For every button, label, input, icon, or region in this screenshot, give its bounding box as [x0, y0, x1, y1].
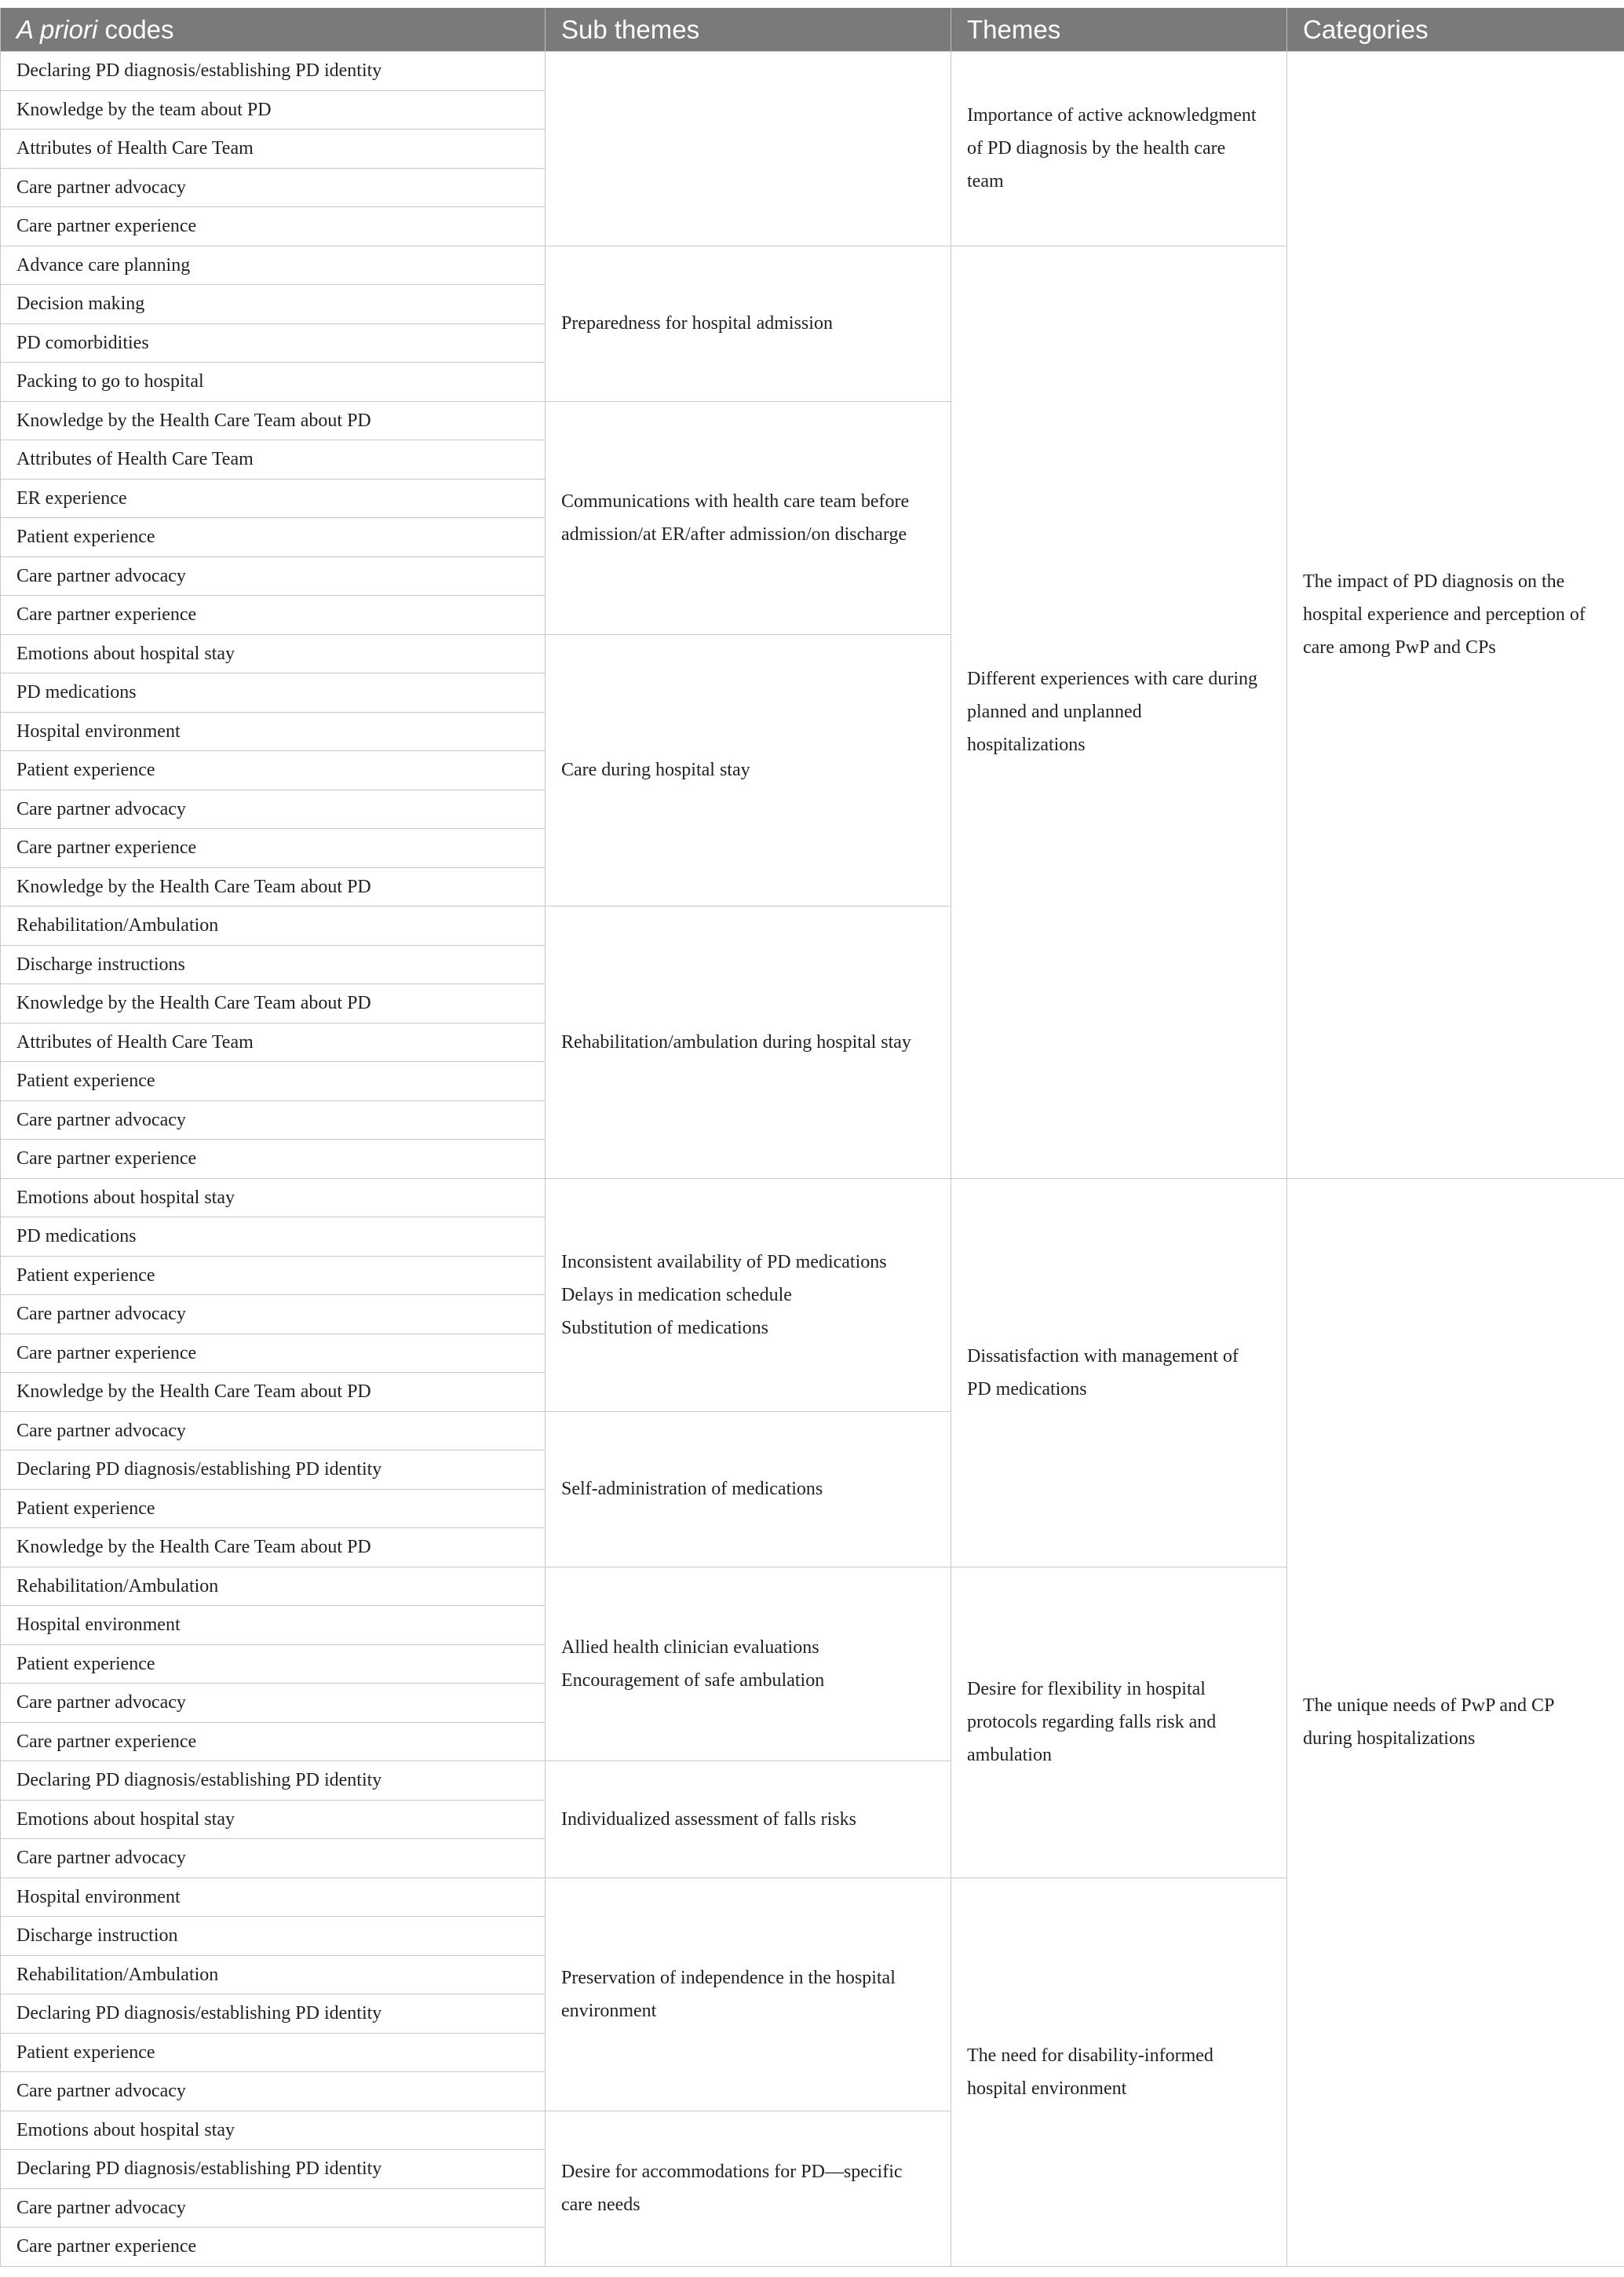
a-priori-code-cell: Knowledge by the team about PD	[1, 90, 546, 130]
a-priori-code-cell: Emotions about hospital stay	[1, 2111, 546, 2150]
sub-theme-cell-line: Desire for accommodations for PD—specific	[561, 2162, 903, 2182]
sub-theme-cell-line: Inconsistent availability of PD medications	[561, 1251, 887, 1272]
a-priori-code-cell: Knowledge by the Health Care Team about PD	[1, 984, 546, 1024]
theme-cell-line: of PD diagnosis by the health care	[967, 138, 1226, 159]
header-sub-themes: Sub themes	[546, 8, 951, 52]
a-priori-code-cell: Care partner experience	[1, 207, 546, 246]
a-priori-code-cell: Knowledge by the Health Care Team about PD	[1, 867, 546, 907]
category-cell-line: The unique needs of PwP and CP	[1303, 1695, 1555, 1716]
a-priori-code-cell: Attributes of Health Care Team	[1, 130, 546, 169]
a-priori-code-cell: Discharge instructions	[1, 945, 546, 984]
a-priori-code-cell: Declaring PD diagnosis/establishing PD identity	[1, 2150, 546, 2189]
sub-theme-cell	[546, 2111, 951, 2266]
a-priori-code-cell: Knowledge by the Health Care Team about PD	[1, 401, 546, 440]
a-priori-code-cell: Discharge instruction	[1, 1917, 546, 1956]
a-priori-code-cell: Care partner experience	[1, 1140, 546, 1179]
a-priori-code-cell: Hospital environment	[1, 712, 546, 751]
a-priori-code-cell: Care partner advocacy	[1, 1839, 546, 1878]
a-priori-code-cell: Patient experience	[1, 1256, 546, 1295]
category-cell-line: care among PwP and CPs	[1303, 637, 1496, 659]
sub-theme-cell-line: Encouragement of safe ambulation	[561, 1669, 825, 1691]
theme-cell	[951, 246, 1287, 1178]
a-priori-code-cell: Patient experience	[1, 1489, 546, 1528]
theme-cell	[951, 1567, 1287, 1877]
sub-theme-cell-line: admission/at ER/after admission/on discharge	[561, 524, 907, 545]
theme-cell	[951, 52, 1287, 246]
a-priori-code-cell: Care partner advocacy	[1, 1411, 546, 1450]
a-priori-code-cell: Declaring PD diagnosis/establishing PD identity	[1, 52, 546, 91]
a-priori-code-cell: Care partner advocacy	[1, 790, 546, 829]
theme-cell-line: Importance of active acknowledgment	[967, 105, 1257, 126]
theme-cell	[951, 1877, 1287, 2266]
table-row	[1, 1178, 1624, 1217]
a-priori-code-cell: Care partner experience	[1, 596, 546, 635]
a-priori-code-cell: Rehabilitation/Ambulation	[1, 907, 546, 946]
a-priori-code-cell: Patient experience	[1, 751, 546, 790]
a-priori-code-cell: Care partner advocacy	[1, 1295, 546, 1334]
theme-cell-line: Different experiences with care during	[967, 669, 1258, 689]
theme-cell-line: Desire for flexibility in hospital	[967, 1679, 1206, 1699]
a-priori-code-cell: Care partner advocacy	[1, 2188, 546, 2228]
theme-cell	[951, 1178, 1287, 1567]
a-priori-code-cell: Knowledge by the Health Care Team about PD	[1, 1373, 546, 1412]
a-priori-code-cell: Advance care planning	[1, 246, 546, 285]
a-priori-code-cell: Declaring PD diagnosis/establishing PD identity	[1, 1761, 546, 1801]
header-a-priori-codes	[1, 8, 546, 52]
a-priori-code-cell: Attributes of Health Care Team	[1, 1023, 546, 1062]
a-priori-code-cell: Emotions about hospital stay	[1, 1800, 546, 1839]
a-priori-code-cell: Care partner advocacy	[1, 168, 546, 207]
theme-cell-line: planned and unplanned	[967, 702, 1142, 722]
a-priori-code-cell: PD medications	[1, 1217, 546, 1257]
category-cell	[1287, 1178, 1624, 2266]
a-priori-code-cell: Attributes of Health Care Team	[1, 440, 546, 480]
a-priori-code-cell: Patient experience	[1, 2033, 546, 2072]
a-priori-code-cell: Rehabilitation/Ambulation	[1, 1567, 546, 1606]
a-priori-code-cell: Care partner advocacy	[1, 1684, 546, 1723]
a-priori-code-cell: Packing to go to hospital	[1, 363, 546, 402]
a-priori-code-cell: Emotions about hospital stay	[1, 1178, 546, 1217]
sub-theme-cell	[546, 1178, 951, 1411]
a-priori-code-cell: Patient experience	[1, 518, 546, 557]
a-priori-code-cell: Care partner experience	[1, 2228, 546, 2267]
sub-theme-cell	[546, 1761, 951, 1878]
a-priori-code-cell: Patient experience	[1, 1062, 546, 1101]
table-row	[1, 52, 1624, 91]
a-priori-code-cell: PD comorbidities	[1, 323, 546, 363]
sub-theme-cell	[546, 1877, 951, 2111]
header-codes-label: codes	[97, 14, 174, 44]
sub-theme-cell-line: Rehabilitation/ambulation during hospital stay	[561, 1031, 911, 1053]
theme-cell-line: hospitalizations	[967, 735, 1086, 755]
sub-theme-cell-line: care needs	[561, 2195, 640, 2215]
header-categories: Categories	[1287, 8, 1624, 52]
theme-cell-line: hospital environment	[967, 2078, 1127, 2099]
sub-theme-cell-line: Preparedness for hospital admission	[561, 313, 833, 334]
a-priori-code-cell: Declaring PD diagnosis/establishing PD identity	[1, 1994, 546, 2034]
a-priori-code-cell: Care partner advocacy	[1, 1100, 546, 1140]
a-priori-code-cell: Care partner experience	[1, 829, 546, 868]
sub-theme-cell-line: Care during hospital stay	[561, 760, 750, 781]
a-priori-code-cell: ER experience	[1, 479, 546, 518]
a-priori-code-cell: PD medications	[1, 673, 546, 713]
a-priori-code-cell: Emotions about hospital stay	[1, 634, 546, 673]
sub-theme-cell	[546, 52, 951, 246]
sub-theme-cell-line: Preservation of independence in the hospital	[561, 1967, 896, 1988]
theme-cell-line: ambulation	[967, 1745, 1052, 1765]
a-priori-code-cell: Hospital environment	[1, 1877, 546, 1917]
sub-theme-cell-line: Self-administration of medications	[561, 1479, 823, 1499]
theme-cell-line: protocols regarding falls risk and	[967, 1712, 1217, 1732]
sub-theme-cell	[546, 246, 951, 401]
category-cell	[1287, 52, 1624, 1179]
a-priori-code-cell: Patient experience	[1, 1644, 546, 1684]
sub-theme-cell-line: Substitution of medications	[561, 1317, 768, 1338]
codes-table	[0, 8, 1624, 2267]
sub-theme-cell	[546, 1411, 951, 1567]
theme-cell-line: PD medications	[967, 1378, 1087, 1399]
sub-theme-cell	[546, 401, 951, 634]
theme-cell-line: team	[967, 171, 1004, 192]
a-priori-code-cell: Care partner advocacy	[1, 556, 546, 596]
sub-theme-cell-line: Allied health clinician evaluations	[561, 1637, 819, 1658]
category-cell-line: hospital experience and perception of	[1303, 604, 1586, 626]
sub-theme-cell-line: environment	[561, 2000, 657, 2021]
a-priori-code-cell: Care partner advocacy	[1, 2072, 546, 2111]
category-cell-line: The impact of PD diagnosis on the	[1303, 571, 1565, 593]
sub-theme-cell	[546, 1567, 951, 1761]
header-a-priori-italic: A priori	[16, 14, 98, 44]
table-body	[1, 52, 1624, 2267]
theme-cell-line: Dissatisfaction with management of	[967, 1345, 1239, 1367]
a-priori-code-cell: Care partner experience	[1, 1722, 546, 1761]
sub-theme-cell-line: Delays in medication schedule	[561, 1284, 792, 1305]
a-priori-code-cell: Rehabilitation/Ambulation	[1, 1955, 546, 1994]
category-cell-line: during hospitalizations	[1303, 1728, 1476, 1749]
a-priori-code-cell: Knowledge by the Health Care Team about PD	[1, 1528, 546, 1567]
theme-cell-line: The need for disability-informed	[967, 2045, 1213, 2066]
header-themes: Themes	[951, 8, 1287, 52]
sub-theme-cell	[546, 907, 951, 1179]
a-priori-code-cell: Care partner experience	[1, 1334, 546, 1373]
table-header-row	[1, 8, 1624, 52]
sub-theme-cell	[546, 634, 951, 907]
a-priori-code-cell: Hospital environment	[1, 1606, 546, 1645]
a-priori-code-cell: Decision making	[1, 285, 546, 324]
sub-theme-cell-line: Communications with health care team before	[561, 491, 910, 512]
a-priori-code-cell: Declaring PD diagnosis/establishing PD identity	[1, 1450, 546, 1490]
sub-theme-cell-line: Individualized assessment of falls risks	[561, 1808, 856, 1830]
